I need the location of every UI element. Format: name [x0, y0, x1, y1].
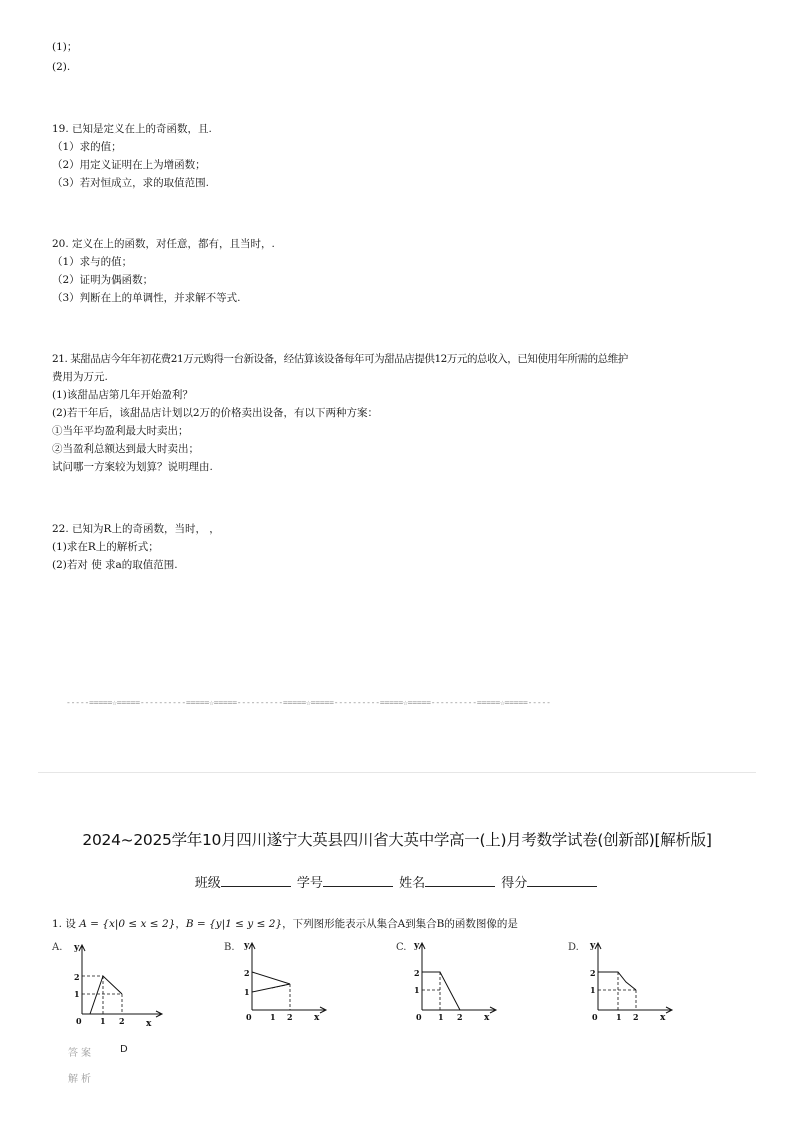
- x-tick-2: 2: [457, 1012, 463, 1022]
- page-divider: [38, 772, 756, 773]
- q21-part-1: (1)该甜品店第几年开始盈利？: [52, 389, 193, 401]
- origin-label: 0: [416, 1012, 422, 1022]
- y-axis-label: y: [414, 941, 420, 951]
- x-tick-2: 2: [287, 1012, 293, 1022]
- origin-label: 0: [592, 1012, 598, 1022]
- q21-part-3: ①当年平均盈利最大时卖出；: [52, 425, 189, 437]
- q21-stem-line-1: 21. 某甜品店今年年初花费21万元购得一台新设备，经估算该设备每年可为甜品店提供12万元的总收入，已知使用年所需的总维护: [52, 353, 628, 365]
- y-tick-2: 2: [74, 972, 80, 982]
- q20-stem: 20. 定义在上的函数，对任意，都有，且当时，.: [52, 238, 275, 250]
- q22-stem: 22. 已知为R上的奇函数，当时， ，: [52, 523, 220, 535]
- q22-part-1: (1)求在R上的解析式；: [52, 541, 159, 553]
- exam-title: 2024~2025学年10月四川遂宁大英县四川省大英中学高一(上)月考数学试卷(创新部)[解析版]: [82, 831, 712, 849]
- q21-part-2: (2)若干年后，该甜品店计划以2万的价格卖出设备，有以下两种方案：: [52, 407, 379, 419]
- q21-part-4: ②当盈利总额达到最大时卖出；: [52, 443, 199, 455]
- q20-part-2: （2）证明为偶函数；: [52, 274, 154, 286]
- y-axis-label: y: [244, 941, 250, 951]
- x-axis-label: x: [660, 1013, 666, 1023]
- y-axis-label: y: [74, 943, 80, 953]
- class-label: 班级: [194, 876, 221, 891]
- function-curve: [422, 972, 460, 1010]
- name-label: 姓名: [399, 876, 426, 891]
- score-label: 得分: [501, 876, 528, 891]
- x-tick-1: 1: [438, 1012, 444, 1022]
- q1-set-a: A = {x|0 ≤ x ≤ 2}: [79, 918, 176, 930]
- option-d-label[interactable]: D.: [568, 942, 579, 953]
- y-tick-2: 2: [244, 968, 250, 978]
- x-tick-2: 2: [119, 1016, 125, 1026]
- prev-item-2: (2).: [52, 61, 71, 73]
- class-blank[interactable]: [221, 875, 291, 887]
- id-blank[interactable]: [323, 875, 393, 887]
- y-tick-2: 2: [590, 968, 596, 978]
- x-tick-1: 1: [616, 1012, 622, 1022]
- option-a-graph[interactable]: [72, 940, 192, 1030]
- option-c-label[interactable]: C.: [396, 942, 407, 953]
- q1-set-b: B = {y|1 ≤ y ≤ 2}: [185, 918, 283, 930]
- x-axis-label: x: [314, 1013, 320, 1023]
- curve-lower: [252, 984, 290, 992]
- x-axis-label: x: [146, 1019, 152, 1029]
- section-separator: -----=====☆=====----------=====☆=====----------=====☆=====----------=====☆=====----------=====☆=====-----: [66, 698, 551, 707]
- option-d-graph[interactable]: [588, 940, 708, 1030]
- score-blank[interactable]: [527, 875, 597, 887]
- option-b-graph[interactable]: [242, 940, 362, 1030]
- name-blank[interactable]: [425, 875, 495, 887]
- q1-stem: [52, 916, 518, 931]
- q21-part-5: 试问哪一方案较为划算？说明理由.: [52, 461, 213, 473]
- student-info-fields: [0, 872, 794, 891]
- q19-part-2: （2）用定义证明在上为增函数；: [52, 159, 206, 171]
- prev-item-1: (1)；: [52, 41, 78, 53]
- y-tick-1: 1: [414, 985, 420, 995]
- q1-suffix: ，下列图形能表示从集合A到集合B的函数图像的是: [282, 918, 518, 930]
- q22-part-2: (2)若对 使 求a的取值范围.: [52, 559, 178, 571]
- id-label: 学号: [296, 876, 323, 891]
- x-tick-1: 1: [270, 1012, 276, 1022]
- y-tick-2: 2: [414, 968, 420, 978]
- q20-part-1: （1）求与的值；: [52, 256, 133, 268]
- option-c-graph[interactable]: [412, 940, 532, 1030]
- q19-part-1: （1）求的值；: [52, 141, 122, 153]
- origin-label: 0: [246, 1012, 252, 1022]
- curve-upper: [252, 972, 290, 984]
- x-tick-2: 2: [633, 1012, 639, 1022]
- x-axis-label: x: [484, 1013, 490, 1023]
- origin-label: 0: [76, 1016, 82, 1026]
- y-axis-label: y: [590, 941, 596, 951]
- analysis-label: 解析: [68, 1074, 94, 1085]
- q19-part-3: （3）若对恒成立，求的取值范围.: [52, 177, 210, 189]
- x-tick-1: 1: [100, 1016, 106, 1026]
- q1-prefix: 1. 设: [52, 918, 80, 930]
- option-a-label[interactable]: A.: [52, 942, 63, 953]
- y-tick-1: 1: [74, 989, 80, 999]
- answer-label: 答案: [68, 1048, 94, 1059]
- y-tick-1: 1: [244, 987, 250, 997]
- q21-stem-line-2: 费用为万元.: [52, 371, 108, 383]
- answer-value: D: [120, 1044, 128, 1055]
- q19-stem: 19. 已知是定义在上的奇函数，且.: [52, 123, 212, 135]
- option-b-label[interactable]: B.: [224, 942, 235, 953]
- y-tick-1: 1: [590, 985, 596, 995]
- q1-comma: ，: [175, 918, 186, 930]
- function-curve: [598, 972, 636, 990]
- function-curve: [90, 976, 122, 1014]
- q20-part-3: （3）判断在上的单调性，并求解不等式.: [52, 292, 241, 304]
